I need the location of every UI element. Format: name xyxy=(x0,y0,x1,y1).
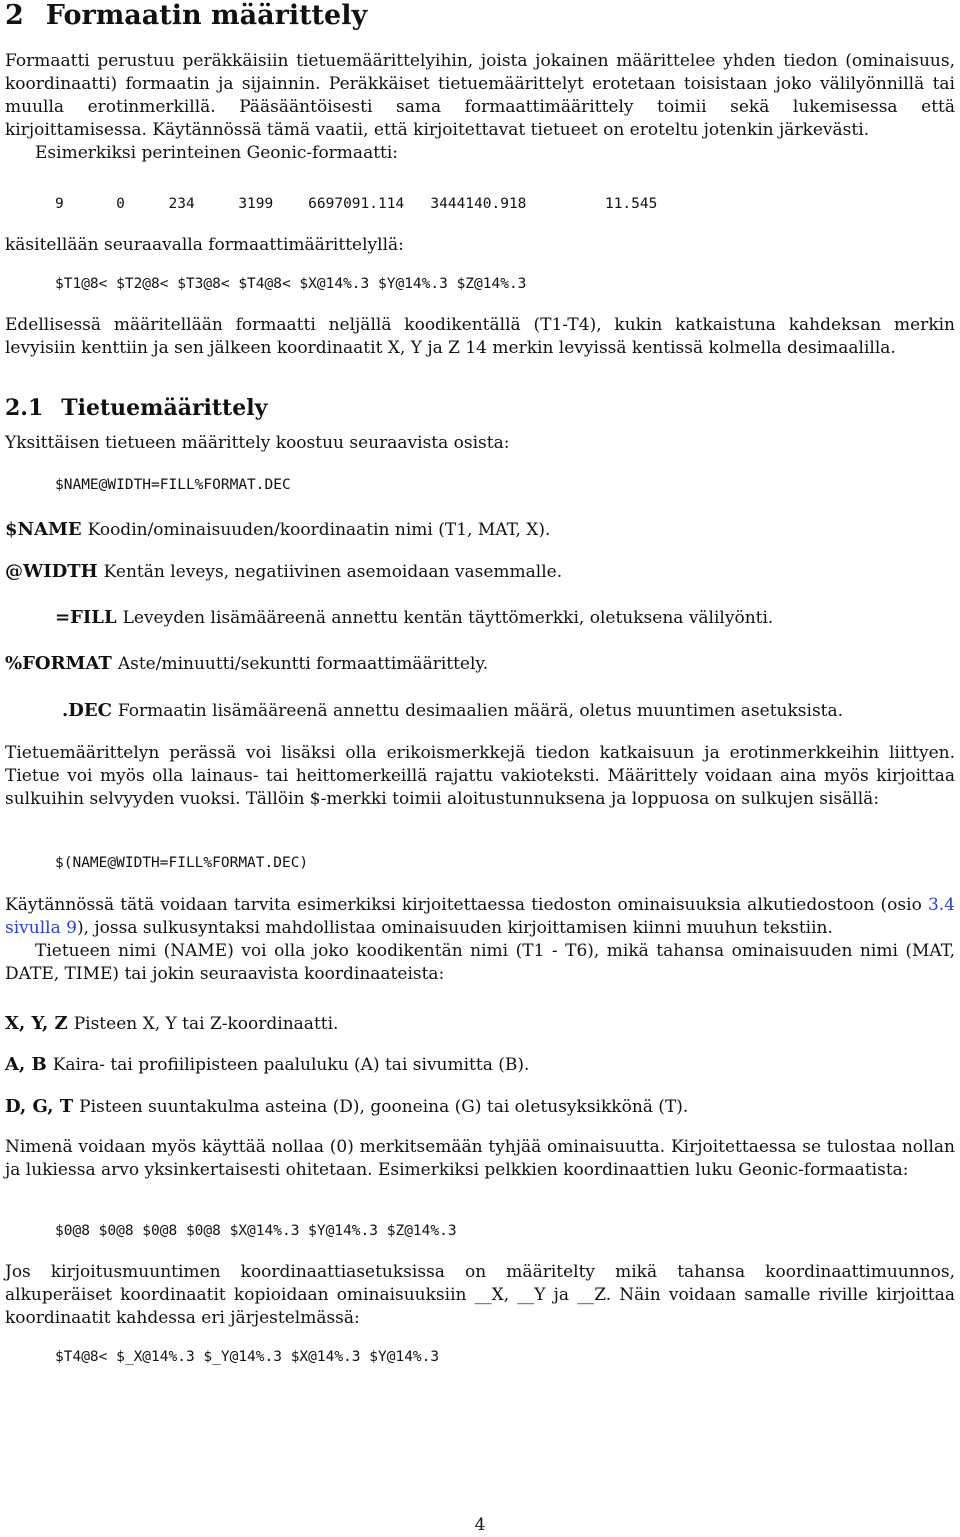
definition-item-width xyxy=(5,560,955,584)
definition-desc: Kaira- tai profiilipisteen paaluluku (A) tai sivumitta (B). xyxy=(52,1055,530,1075)
paragraph-intro-example: Esimerkiksi perinteinen Geonic-formaatti: xyxy=(35,143,399,163)
paragraph-zero-name xyxy=(5,1136,955,1182)
definition-term: $NAME xyxy=(5,519,82,540)
subsection-title: Tietuemäärittely xyxy=(61,395,268,421)
page-number: 4 xyxy=(474,1515,486,1535)
definition-term: .DEC xyxy=(62,700,112,721)
definition-desc: Kentän leveys, negatiivinen asemoidaan vasemmalle. xyxy=(103,562,563,582)
definition-desc: Leveyden lisämääreenä annettu kentän täyttömerkki, oletuksena välilyönti. xyxy=(122,608,774,628)
code-geonic-example xyxy=(55,193,960,215)
code-line: $0@8 $0@8 $0@8 $0@8 $X@14%.3 $Y@14%.3 $Z@14%.3 xyxy=(55,1223,457,1239)
paragraph-zero-name-text: Nimenä voidaan myös käyttää nollaa (0) merkitsemään tyhjää ominaisuutta. Kirjoitettaessa se tulostaa nollan ja lukiessa arvo yksinkertaisesti ohitetaan. Esimerkiksi pelkkien koordinaattien luku Geonic-formaatista: xyxy=(5,1137,955,1180)
section-reference-link[interactable]: 3.4 sivulla 9 xyxy=(5,895,955,938)
code-line: 9 0 234 3199 6697091.114 3444140.918 11.545 xyxy=(55,196,658,212)
section-number: 2 xyxy=(5,0,24,31)
definition-list xyxy=(5,652,955,676)
code-line: $T1@8< $T2@8< $T3@8< $T4@8< $X@14%.3 $Y@14%.3 $Z@14%.3 xyxy=(55,276,527,292)
paragraph-intro xyxy=(5,50,955,165)
coordinate-item-xyz xyxy=(5,1012,955,1036)
definition-item-name xyxy=(5,518,955,542)
definition-term: X, Y, Z xyxy=(5,1013,68,1034)
subsection-heading xyxy=(5,394,955,422)
definition-item-format xyxy=(5,652,955,676)
section-heading xyxy=(5,0,955,32)
paragraph-special-chars-text: Tietuemäärittelyn perässä voi lisäksi olla erikoismerkkejä tiedon katkaisuun ja erotinmerkkeihin liittyen. Tietue voi myös olla lainaus- tai heittomerkeillä rajattu vakioteksti. Määrittely voidaan aina myös kirjoittaa sulkuihin selvyyden vuoksi. Tällöin $-merkki toimii aloitustunnuksena ja loppuosa on sulkujen sisällä: xyxy=(5,743,955,809)
coordinate-item-ab xyxy=(5,1053,955,1077)
text-span: ), jossa sulkusyntaksi mahdollistaa ominaisuuden kirjoittamisen kiinni muuhun tekstiin. xyxy=(76,918,833,938)
paragraph-handled xyxy=(5,234,955,257)
section-title: Formaatin määrittely xyxy=(45,0,368,31)
text-span: Käytännössä tätä voidaan tarvita esimerkiksi kirjoitettaessa tiedoston ominaisuuksia alkutiedostoon (osio xyxy=(5,895,928,915)
paragraph-usage xyxy=(5,894,955,986)
definition-term: %FORMAT xyxy=(5,653,112,674)
definition-term: D, G, T xyxy=(5,1096,74,1117)
paragraph-explanation xyxy=(5,314,955,360)
code-format-definition xyxy=(55,273,960,295)
code-line: $(NAME@WIDTH=FILL%FORMAT.DEC) xyxy=(55,855,309,871)
definition-desc: Koodin/ominaisuuden/koordinaatin nimi (T1, MAT, X). xyxy=(87,520,551,540)
definition-item-fill xyxy=(55,606,955,630)
paragraph-handled-text: käsitellään seuraavalla formaattimäärittelyllä: xyxy=(5,235,404,255)
code-bracket-syntax xyxy=(55,852,960,874)
paragraph-explanation-text: Edellisessä määritellään formaatti neljällä koodikentällä (T1-T4), kukin katkaistuna kahdeksan merkin levyisiin kenttiin ja sen jälkeen koordinaatit X, Y ja Z 14 merkin levyissä kentissä kolmella desimaalilla. xyxy=(5,315,955,358)
definition-list xyxy=(5,560,955,584)
code-line: $NAME@WIDTH=FILL%FORMAT.DEC xyxy=(55,477,291,493)
subsection-number: 2.1 xyxy=(5,395,44,421)
paragraph-name-text: Tietueen nimi (NAME) voi olla joko koodikentän nimi (T1 - T6), mikä tahansa ominaisuuden nimi (MAT, DATE, TIME) tai jokin seuraavista koordinaateista: xyxy=(5,941,955,984)
coordinate-item-dgt xyxy=(5,1095,955,1119)
definition-desc: Aste/minuutti/sekuntti formaattimäärittely. xyxy=(117,654,489,674)
paragraph-transform xyxy=(5,1261,955,1330)
definition-desc: Pisteen X, Y tai Z-koordinaatti. xyxy=(73,1014,339,1034)
paragraph-record-parts xyxy=(5,432,955,455)
paragraph-special-chars xyxy=(5,742,955,811)
definition-list xyxy=(55,606,955,630)
paragraph-usage-text xyxy=(5,894,955,940)
paragraph-record-parts-text: Yksittäisen tietueen määrittely koostuu seuraavista osista: xyxy=(5,433,510,453)
paragraph-intro-text: Formaatti perustuu peräkkäisiin tietuemäärittelyihin, joista jokainen määrittelee yhden tiedon (ominaisuus, koordinaatti) formaatin ja sijainnin. Peräkkäiset tietuemäärittelyt erotetaan toisistaan joko välilyönnillä tai muulla erotinmerkillä. Pääsääntöisesti sama formaattimäärittely toimii sekä lukemisessa että kirjoittamisessa. Käytännössä tämä vaatii, että kirjoitettavat tietueet on eroteltu jotenkin järkevästi. xyxy=(5,51,955,140)
definition-desc: Formaatin lisämääreenä annettu desimaalien määrä, oletus muuntimen asetuksista. xyxy=(117,701,844,721)
definition-term: @WIDTH xyxy=(5,561,98,582)
definition-desc: Pisteen suuntakulma asteina (D), gooneina (G) tai oletusyksikkönä (T). xyxy=(79,1097,689,1117)
code-two-systems xyxy=(55,1346,960,1368)
coordinate-list xyxy=(5,1095,955,1119)
definition-term: A, B xyxy=(5,1054,47,1075)
code-line: $T4@8< $_X@14%.3 $_Y@14%.3 $X@14%.3 $Y@14%.3 xyxy=(55,1349,440,1365)
code-record-syntax xyxy=(55,474,960,496)
code-coordinates-only xyxy=(55,1220,960,1242)
definition-item-dec xyxy=(62,699,955,723)
definition-list xyxy=(62,699,955,723)
paragraph-transform-text: Jos kirjoitusmuuntimen koordinaattiasetuksissa on määritelty mikä tahansa koordinaattimuunnos, alkuperäiset koordinaatit kopioidaan ominaisuuksiin __X, __Y ja __Z. Näin voidaan samalle riville kirjoittaa koordinaatit kahdessa eri järjestelmässä: xyxy=(5,1262,955,1328)
definition-term: =FILL xyxy=(55,607,117,628)
coordinate-list xyxy=(5,1053,955,1077)
definition-list xyxy=(5,518,955,542)
coordinate-list xyxy=(5,1012,955,1036)
